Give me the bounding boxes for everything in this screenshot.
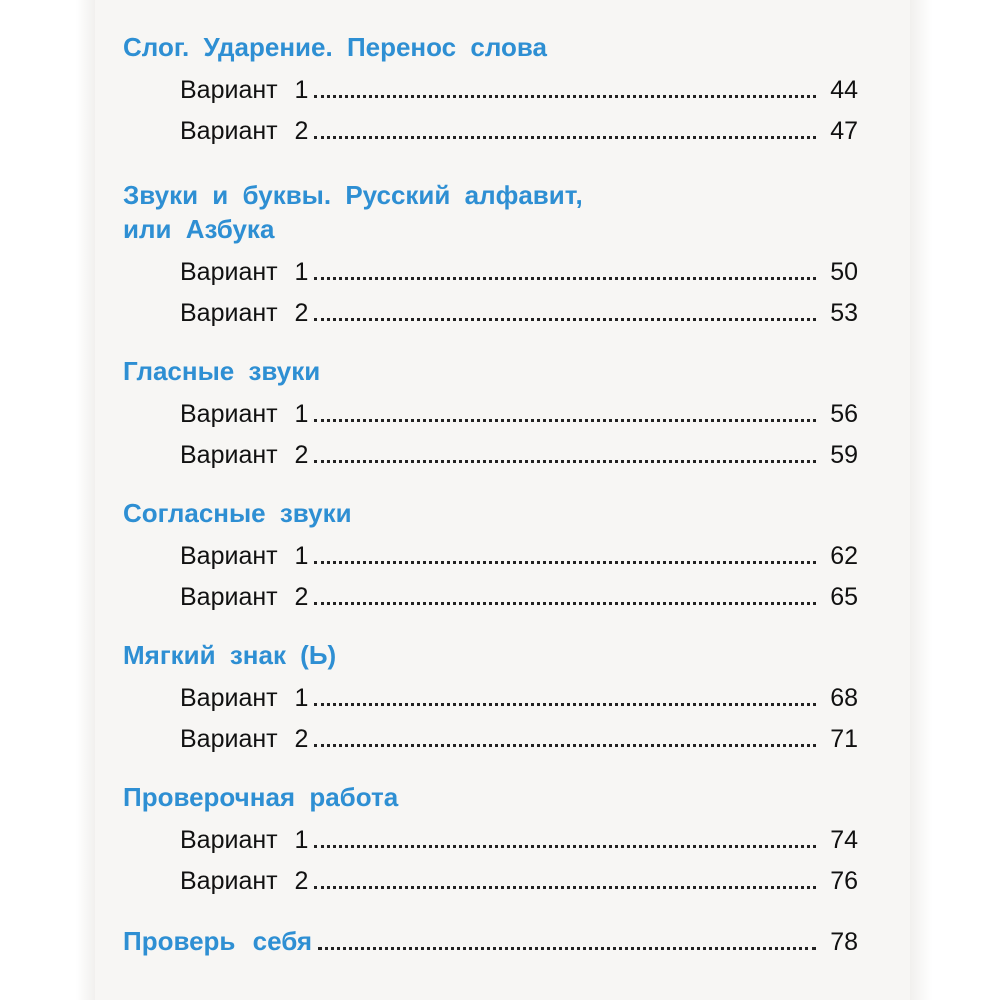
toc-entry: [180, 388, 858, 429]
toc-entry: [180, 64, 858, 105]
toc-entry: [180, 855, 858, 896]
entry-label: Вариант 2: [180, 867, 309, 895]
toc-entry: [180, 814, 858, 855]
toc-entry: [180, 571, 858, 612]
page-number: 71: [830, 725, 858, 753]
section-heading: Согласные звуки: [123, 498, 352, 528]
dot-leader: [314, 561, 816, 564]
dot-leader: [314, 460, 816, 463]
toc-entry: [180, 246, 858, 287]
dot-leader: [314, 277, 816, 280]
section-heading: Проверочная работа: [123, 782, 399, 812]
entry-label: Проверь себя: [123, 926, 313, 956]
entry-label: Вариант 2: [180, 117, 309, 145]
toc-section-self-check: [123, 916, 858, 957]
toc-section-test-work: [123, 780, 858, 896]
dot-leader: [314, 845, 816, 848]
page-number: 68: [830, 684, 858, 712]
page-number: 53: [830, 299, 858, 327]
toc-entry: [180, 713, 858, 754]
dot-leader: [314, 703, 816, 706]
dot-leader: [314, 318, 816, 321]
entry-label: Вариант 1: [180, 76, 309, 104]
page-number: 65: [830, 583, 858, 611]
page-margin-left: [0, 0, 95, 1000]
page-number: 62: [830, 542, 858, 570]
entry-label: Вариант 2: [180, 441, 309, 469]
entry-label: Вариант 2: [180, 725, 309, 753]
dot-leader: [314, 95, 816, 98]
toc-section-vowels: [123, 354, 858, 470]
section-heading: Звуки и буквы. Русский алфавит,: [123, 180, 583, 210]
page-number: 74: [830, 826, 858, 854]
entry-label: Вариант 1: [180, 542, 309, 570]
dot-leader: [314, 886, 816, 889]
dot-leader: [314, 419, 816, 422]
section-heading-line-2: или Азбука: [123, 214, 275, 244]
entry-label: Вариант 1: [180, 400, 309, 428]
table-of-contents: [123, 30, 858, 977]
entry-label: Вариант 1: [180, 258, 309, 286]
entry-label: Вариант 2: [180, 583, 309, 611]
dot-leader: [318, 947, 816, 950]
toc-section-consonants: [123, 496, 858, 612]
section-heading: Мягкий знак (Ь): [123, 640, 337, 670]
toc-entry: [180, 530, 858, 571]
entry-label: Вариант 1: [180, 684, 309, 712]
page-number: 50: [830, 258, 858, 286]
toc-section-soft-sign: [123, 638, 858, 754]
page-margin-right: [910, 0, 1000, 1000]
page-number: 56: [830, 400, 858, 428]
page-number: 44: [830, 76, 858, 104]
section-heading: Гласные звуки: [123, 356, 321, 386]
toc-entry: [180, 287, 858, 328]
dot-leader: [314, 136, 816, 139]
toc-section-syllable: [123, 30, 858, 146]
section-heading: Слог. Ударение. Перенос слова: [123, 32, 547, 62]
toc-entry: [180, 429, 858, 470]
page-number: 47: [830, 117, 858, 145]
dot-leader: [314, 744, 816, 747]
dot-leader: [314, 602, 816, 605]
page-number: 76: [830, 867, 858, 895]
entry-label: Вариант 2: [180, 299, 309, 327]
entry-label: Вариант 1: [180, 826, 309, 854]
page-number: 78: [830, 928, 858, 956]
toc-section-sounds-letters: [123, 178, 858, 328]
toc-entry: [180, 105, 858, 146]
toc-entry: [180, 672, 858, 713]
toc-entry-final: [123, 916, 858, 957]
page-number: 59: [830, 441, 858, 469]
